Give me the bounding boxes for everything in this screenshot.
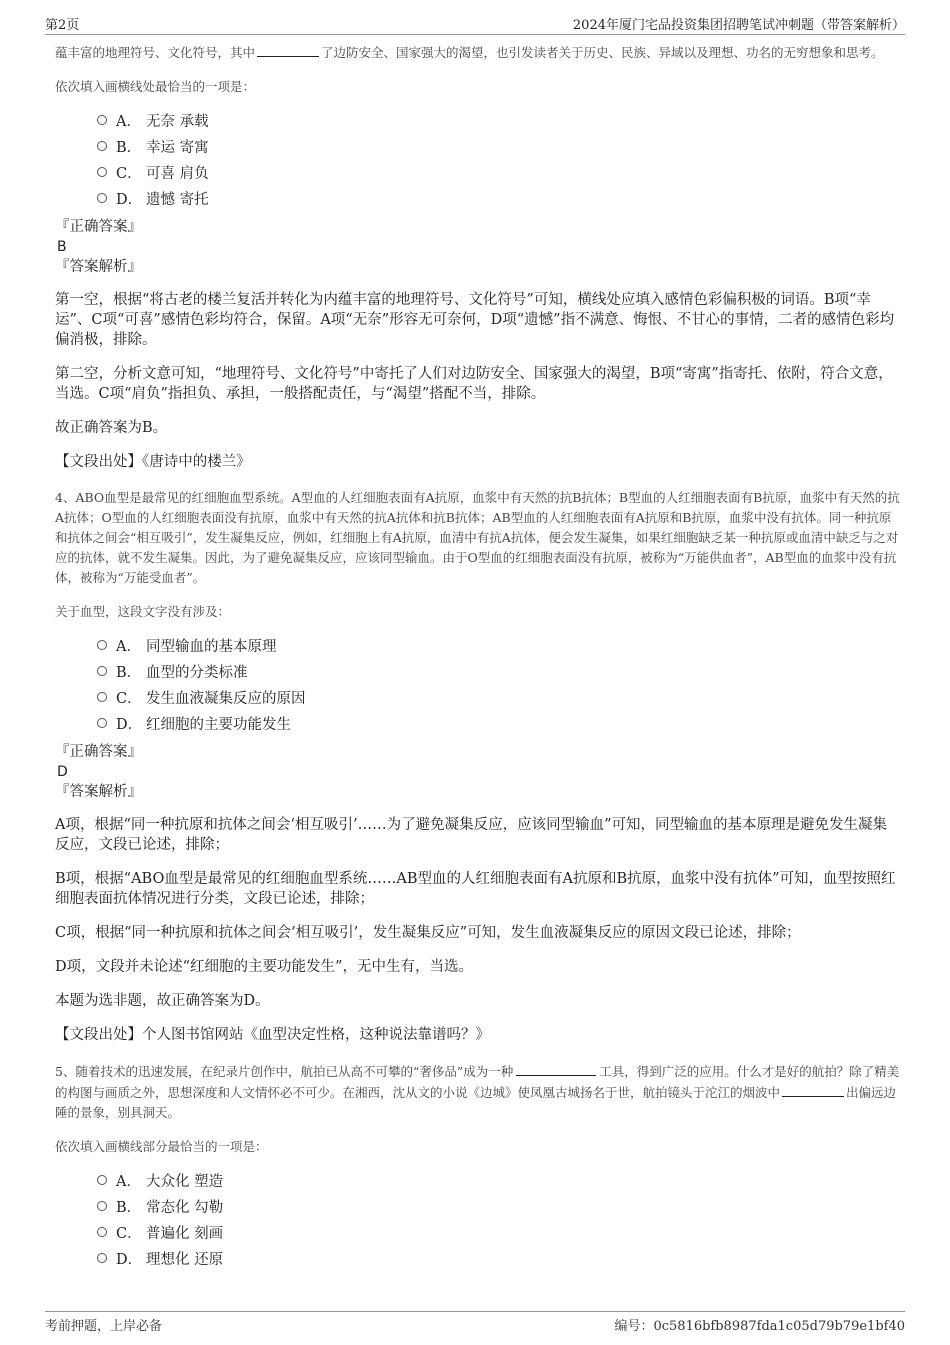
q5-blank-2 (782, 1082, 844, 1097)
footer-code: 编号：0c5816bfb8987fda1c05d79b79e1bf40 (614, 1319, 905, 1334)
radio-icon[interactable] (97, 692, 107, 702)
q3-prompt: 依次填入画横线处最恰当的一项是： (55, 79, 256, 94)
q4-answer-label: 『正确答案』 (55, 744, 142, 760)
radio-icon[interactable] (97, 167, 107, 177)
page-number: 第2页 (45, 18, 80, 33)
q4-analysis-3: C项，根据“同一种抗原和抗体之间会‘相互吸引’，发生凝集反应”可知，发生血液凝集反应的原因文段已论述，排除； (55, 925, 801, 941)
q5-passage-part-a: 5、随着技术的迅速发展，在纪录片创作中，航拍已从高不可攀的“奢侈品”成为一种 (55, 1064, 514, 1079)
radio-icon[interactable] (97, 718, 107, 728)
q3-answer-label: 『正确答案』 (55, 219, 142, 235)
page-header (45, 14, 905, 35)
radio-icon[interactable] (97, 115, 107, 125)
radio-icon[interactable] (97, 1175, 107, 1185)
q4-analysis-4: D项，文段并未论述“红细胞的主要功能发生”，无中生有，当选。 (55, 959, 473, 975)
q3-option-d[interactable]: D． 遗憾 寄托 (97, 187, 900, 213)
q3-options (97, 109, 900, 213)
q4-option-c[interactable]: C． 发生血液凝集反应的原因 (97, 686, 900, 712)
q5-option-d[interactable]: D． 理想化 还原 (97, 1247, 900, 1273)
document-title: 2024年厦门宅品投资集团招聘笔试冲刺题（带答案解析） (572, 18, 905, 33)
q3-passage-part-a: 蕴丰富的地理符号、文化符号，其中 (55, 45, 256, 60)
q5-passage-part-c: 出偏远边陲的景象，别具洞天。 (55, 1085, 897, 1120)
q3-analysis-2: 第二空，分析文意可知，“地理符号、文化符号”中寄托了人们对边防安全、国家强大的渴望，B项“寄寓”指寄托、依附，符合文意，当选。C项“肩负”指担负、承担，一般搭配责任，与“渴望”搭配不当，排除。 (55, 366, 893, 402)
radio-icon[interactable] (97, 666, 107, 676)
radio-icon[interactable] (97, 1253, 107, 1263)
radio-icon[interactable] (97, 193, 107, 203)
q5-options (97, 1169, 900, 1273)
q4-analysis-5: 本题为选非题，故正确答案为D。 (55, 993, 270, 1009)
q5-prompt: 依次填入画横线部分最恰当的一项是： (55, 1139, 268, 1154)
q3-option-b[interactable]: B． 幸运 寄寓 (97, 135, 900, 161)
radio-icon[interactable] (97, 141, 107, 151)
q4-prompt: 关于血型，这段文字没有涉及： (55, 604, 231, 619)
q4-analysis-2: B项，根据“ABO血型是最常见的红细胞血型系统……AB型血的人红细胞表面有A抗原和B抗原，血浆中没有抗体”可知，血型按照红细胞表面抗体情况进行分类，文段已论述，排除； (55, 871, 896, 907)
q4-options (97, 634, 900, 738)
q4-option-b[interactable]: B． 血型的分类标准 (97, 660, 900, 686)
q4-option-d[interactable]: D． 红细胞的主要功能发生 (97, 712, 900, 738)
q5-option-b[interactable]: B． 常态化 勾勒 (97, 1195, 900, 1221)
q4-answer: D (57, 764, 68, 780)
q3-analysis-3: 故正确答案为B。 (55, 420, 168, 436)
q3-analysis-label: 『答案解析』 (55, 259, 142, 275)
footer-slogan: 考前押题，上岸必备 (45, 1319, 163, 1334)
q5-option-a[interactable]: A． 大众化 塑造 (97, 1169, 900, 1195)
q3-passage (55, 42, 900, 63)
radio-icon[interactable] (97, 1227, 107, 1237)
page-content (55, 42, 900, 1277)
q3-blank (257, 42, 319, 57)
q3-passage-part-b: 了边防安全、国家强大的渴望，也引发读者关于历史、民族、异域以及理想、功名的无穷想象和思考。 (321, 45, 884, 60)
page-footer (45, 1311, 905, 1334)
q4-passage: 4、ABO血型是最常见的红细胞血型系统。A型血的人红细胞表面有A抗原，血浆中有天然的抗B抗体；B型血的人红细胞表面有B抗原，血浆中有天然的抗A抗体；O型血的人红细胞表面没有抗原，血浆中有天然的抗A抗体和抗B抗体；AB型血的人红细胞表面有A抗原和B抗原，血浆中没有抗体。同一种抗原和抗体之间会“相互吸引”，发生凝集反应，例如，红细胞上有A抗原，血清中有抗A抗体，便会发生凝集，如果红细胞缺乏某一种抗原或血清中缺乏与之对应的抗体，就不发生凝集。因此，为了避免凝集反应，应该同型输血。由于O型血的红细胞表面没有抗原，被称为“万能供血者”，AB型血的血浆中没有抗体，被称为“万能受血者”。 (55, 490, 900, 585)
radio-icon[interactable] (97, 640, 107, 650)
q3-source: 【文段出处】《唐诗中的楼兰》 (55, 454, 251, 470)
q3-answer: B (57, 239, 67, 255)
q4-analysis-1: A项，根据“同一种抗原和抗体之间会‘相互吸引’……为了避免凝集反应，应该同型输血”可知，同型输血的基本原理是避免发生凝集反应，文段已论述，排除； (55, 817, 888, 853)
radio-icon[interactable] (97, 1201, 107, 1211)
q4-option-a[interactable]: A． 同型输血的基本原理 (97, 634, 900, 660)
q5-option-c[interactable]: C． 普遍化 刻画 (97, 1221, 900, 1247)
q5-blank-1 (516, 1061, 596, 1076)
q3-analysis-1: 第一空，根据“将古老的楼兰复活并转化为内蕴丰富的地理符号、文化符号”可知，横线处应填入感情色彩偏积极的词语。B项“幸运”、C项“可喜”感情色彩均符合，保留。A项“无奈”形容无可奈何，D项“遗憾”指不满意、悔恨、不甘心的事情，二者的感情色彩均偏消极，排除。 (55, 292, 895, 348)
q3-option-a[interactable]: A． 无奈 承载 (97, 109, 900, 135)
q4-source: 【文段出处】个人图书馆网站《血型决定性格，这种说法靠谱吗？》 (55, 1027, 490, 1043)
q4-analysis-label: 『答案解析』 (55, 784, 142, 800)
q5-passage (55, 1061, 900, 1123)
q3-option-c[interactable]: C． 可喜 肩负 (97, 161, 900, 187)
q5-passage-part-b: 工具，得到广泛的应用。什么才是好的航拍？除了精美的构图与画质之外，思想深度和人文情怀必不可少。在湘西，沈从文的小说《边城》使凤凰古城扬名于世，航拍镜头于沱江的烟波中 (55, 1064, 900, 1100)
